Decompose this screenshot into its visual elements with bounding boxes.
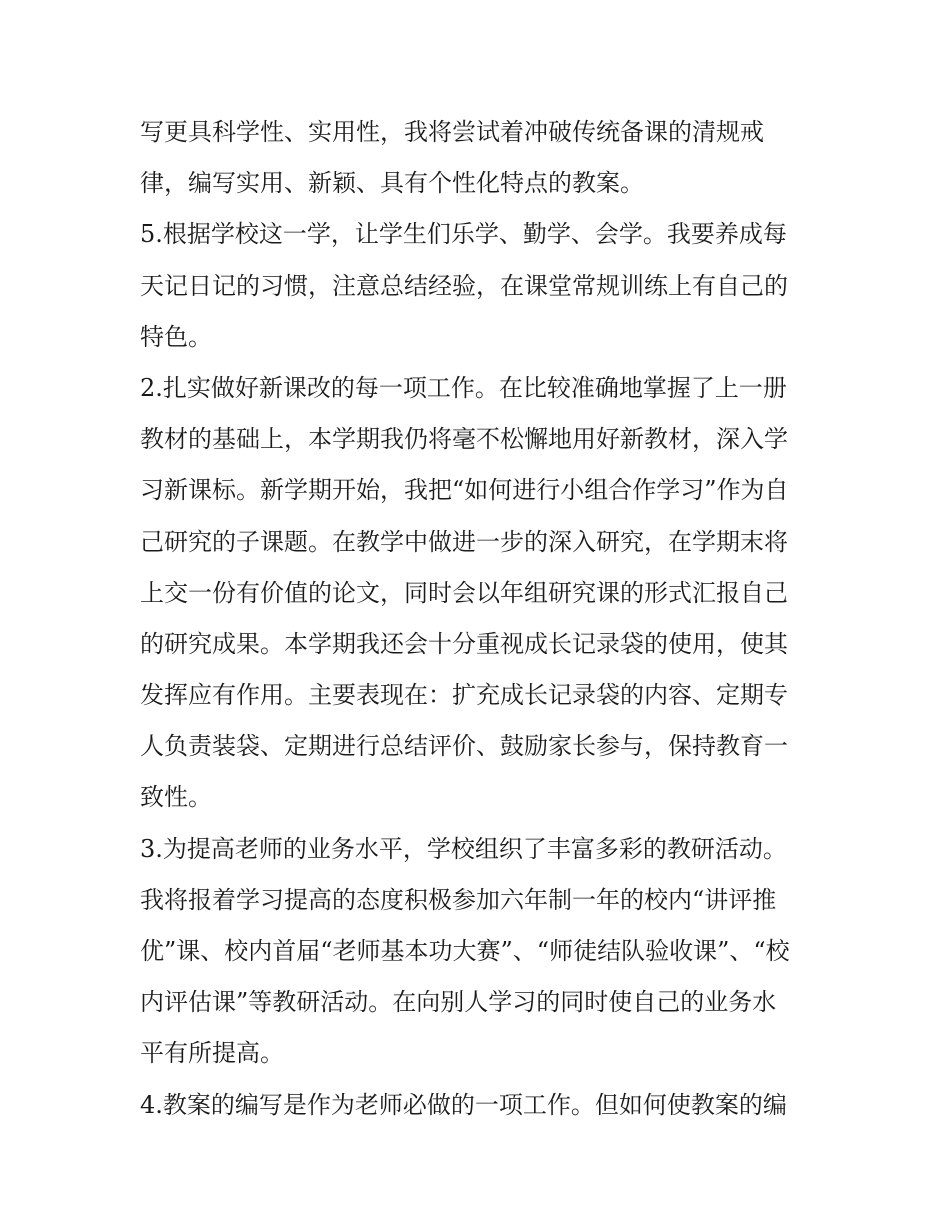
text-line: 平有所提高。 xyxy=(140,1039,284,1068)
text-line: 教材的基础上，本学期我仍将毫不松懈地用好新教材，深入学 xyxy=(140,425,788,454)
text-line: 的研究成果。本学期我还会十分重视成长记录袋的使用，使其 xyxy=(140,629,788,658)
text-line: 写更具科学性、实用性，我将尝试着冲破传统备课的清规戒 xyxy=(140,118,764,146)
text-line: 上交一份有价值的论文，同时会以年组研究课的形式汇报自己 xyxy=(140,578,788,607)
text-line: 致性。 xyxy=(140,783,212,812)
text-line: 优”课、校内首届“老师基本功大赛”、“师徒结队验收课”、“校 xyxy=(140,937,790,965)
text-line: 特色。 xyxy=(140,322,212,351)
text-line: 5.根据学校这一学，让学生们乐学、勤学、会学。我要养成每 xyxy=(140,220,787,249)
text-line: 人负责装袋、定期进行总结评价、鼓励家长参与，保持教育一 xyxy=(140,732,788,761)
text-line: 发挥应有作用。主要表现在：扩充成长记录袋的内容、定期专 xyxy=(140,681,788,710)
text-line: 习新课标。新学期开始，我把“如何进行小组合作学习”作为自 xyxy=(140,476,789,505)
document-body xyxy=(140,107,812,1131)
text-line: 3.为提高老师的业务水平，学校组织了丰富多彩的教研活动。 xyxy=(140,834,787,863)
text-line: 己研究的子课题。在教学中做进一步的深入研究，在学期末将 xyxy=(140,527,788,556)
text-line: 内评估课”等教研活动。在向别人学习的同时使自己的业务水 xyxy=(140,988,777,1017)
text-line: 我将报着学习提高的态度积极参加六年制一年的校内“讲评推 xyxy=(140,885,777,914)
text-line: 4.教案的编写是作为老师必做的一项工作。但如何使教案的编 xyxy=(140,1090,787,1119)
text-line: 2.扎实做好新课改的每一项工作。在比较准确地掌握了上一册 xyxy=(140,373,787,402)
text-line: 律，编写实用、新颖、具有个性化特点的教案。 xyxy=(140,169,644,198)
text-line: 天记日记的习惯，注意总结经验，在课堂常规训练上有自己的 xyxy=(140,271,788,300)
